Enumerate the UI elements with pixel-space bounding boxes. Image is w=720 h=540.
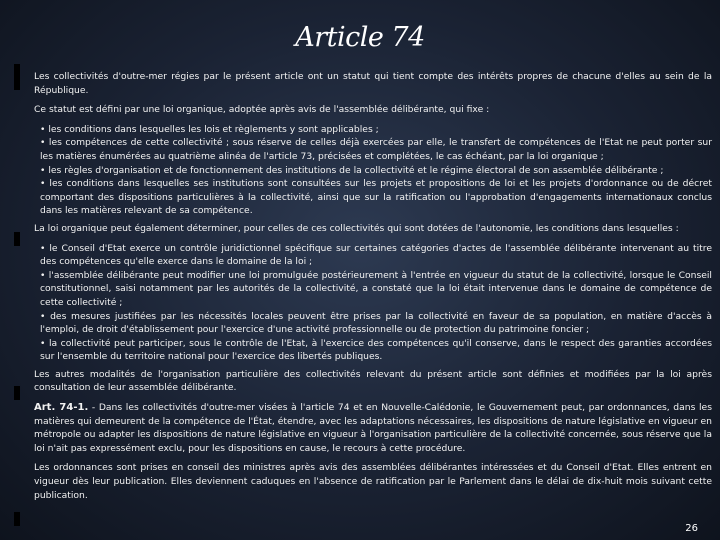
list-item: • les compétences de cette collectivité ; sous réserve de celles déjà exercées par elle, le transfert de compétences de l'Etat ne peut porter sur les matières énumérées au quatrième alinéa de l'article 73, précisées et complétées, le cas échéant, par la loi organique ;	[40, 136, 712, 163]
left-accent-bar	[14, 512, 20, 526]
list-item: • l'assemblée délibérante peut modifier une loi promulguée postérieurement à l'entrée en vigueur du statut de la collectivité, lorsque le Conseil constitutionnel, saisi notamment par les autorités de la collectivité, a constaté que la loi était intervenue dans le domaine de compétence de cette collectivité ;	[40, 269, 712, 310]
page-number: 26	[685, 523, 698, 534]
article-label: Art. 74-1.	[34, 402, 89, 414]
paragraph: La loi organique peut également déterminer, pour celles de ces collectivités qui sont dotées de l'autonomie, les conditions dans lesquelles :	[34, 222, 679, 234]
page-title: Article 74	[295, 22, 425, 53]
paragraph: Les collectivités d'outre-mer régies par le présent article ont un statut qui tient compte des intérêts propres de chacune d'elles au sein de la République.	[34, 71, 712, 96]
list-item: • le Conseil d'Etat exerce un contrôle juridictionnel spécifique sur certaines catégories d'actes de l'assemblée délibérante intervenant au titre des compétences qu'elle exerce dans le domaine de la loi ;	[40, 242, 712, 269]
bullet-list	[34, 123, 712, 218]
article-body	[34, 70, 712, 508]
list-item: • la collectivité peut participer, sous le contrôle de l'Etat, à l'exercice des compétences qu'il conserve, dans le respect des garanties accordées sur l'ensemble du territoire national pour l'exercice des libertés publiques.	[40, 337, 712, 364]
article-text: - Dans les collectivités d'outre-mer visées à l'article 74 et en Nouvelle-Calédonie, le Gouvernement peut, par ordonnances, dans les matières qui demeurent de la compétence de l'État, étendre, avec les adaptations nécessaires, les dispositions de nature législative en vigueur en métropole ou adapter les dispositions de nature législative en vigueur à l'organisation particulière de la collectivité concernée, sous réserve que la loi n'ait pas expressément exclu, pour les dispositions en cause, le recours à cette procédure.	[34, 402, 712, 454]
list-item: • les règles d'organisation et de fonctionnement des institutions de la collectivité et le régime électoral de son assemblée délibérante ;	[40, 164, 712, 178]
left-accent-bar	[14, 64, 20, 90]
list-item: • des mesures justifiées par les nécessités locales peuvent être prises par la collectivité en faveur de sa population, en matière d'accès à l'emploi, de droit d'établissement pour l'exercice d'une activité professionnelle ou de protection du patrimoine foncier ;	[40, 310, 712, 337]
list-item: • les conditions dans lesquelles ses institutions sont consultées sur les projets et propositions de loi et les projets d'ordonnance ou de décret comportant des dispositions particulières à la collectivité, ainsi que sur la ratification ou l'approbation d'engagements internationaux conclus dans les matières relevant de sa compétence.	[40, 177, 712, 218]
bullet-list	[34, 242, 712, 364]
paragraph: Ce statut est défini par une loi organique, adoptée après avis de l'assemblée délibérante, qui fixe :	[34, 104, 490, 116]
paragraph: Les autres modalités de l'organisation particulière des collectivités relevant du présent article sont définies et modifiées par la loi après consultation de leur assemblée délibérante.	[34, 368, 712, 394]
left-accent-bar	[14, 232, 20, 246]
paragraph: Les ordonnances sont prises en conseil des ministres après avis des assemblées délibérantes intéressées et du Conseil d'Etat. Elles entrent en vigueur dès leur publication. Elles deviennent caduques en l'absence de ratification par le Parlement dans le délai de dix-huit mois suivant cette publication.	[34, 462, 712, 501]
paragraph	[34, 401, 712, 455]
left-accent-bar	[14, 386, 20, 400]
list-item: • les conditions dans lesquelles les lois et règlements y sont applicables ;	[40, 123, 712, 137]
